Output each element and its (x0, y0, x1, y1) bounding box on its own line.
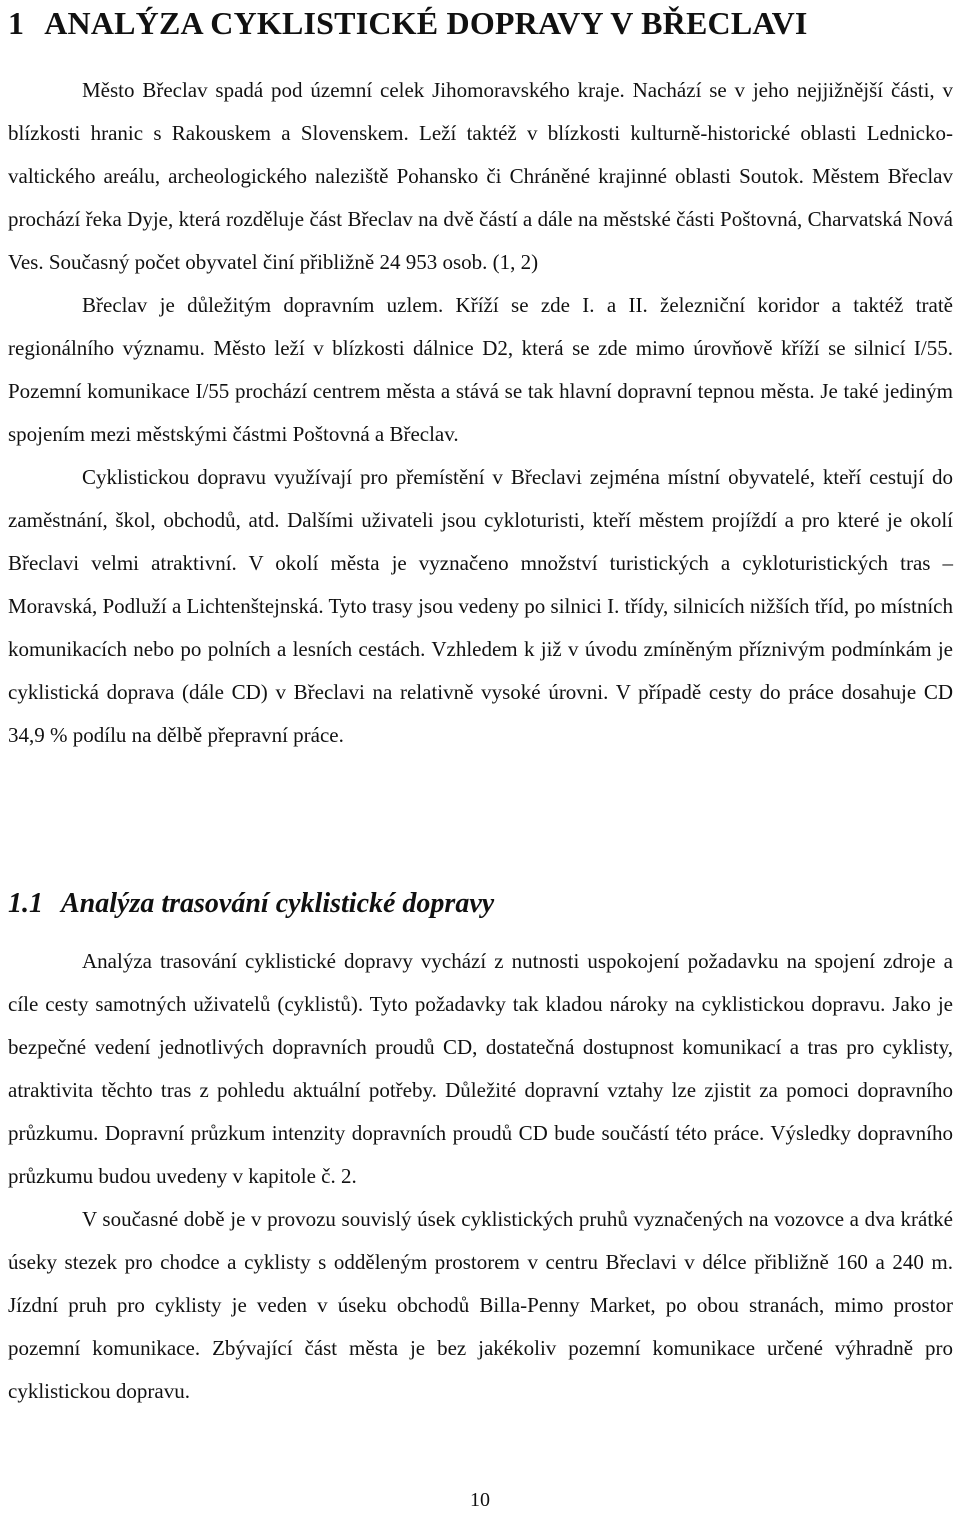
paragraph: Město Břeclav spadá pod územní celek Jihomoravského kraje. Nachází se v jeho nejjižnější části, v blízkosti hranic s Rakouskem a Slovenskem. Leží taktéž v blízkosti kulturně-historické oblasti Lednicko-valtického areálu, archeologického naleziště Pohansko či Chráněné krajinné oblasti Soutok. Městem Břeclav prochází řeka Dyje, která rozděluje část Břeclav na dvě částí a dále na městské části Poštovná, Charvatská Nová Ves. Současný počet obyvatel činí přibližně 24 953 osob. (1, 2) (8, 78, 953, 274)
chapter-heading (8, 4, 808, 42)
page-number: 10 (470, 1489, 490, 1511)
paragraph: Cyklistickou dopravu využívají pro přemístění v Břeclavi zejména místní obyvatelé, kteří cestují do zaměstnání, škol, obchodů, atd. Dalšími uživateli jsou cykloturisti, kteří městem projíždí a pro které je okolí Břeclavi velmi atraktivní. V okolí města je vyznačeno množství turistických a cykloturistických tras – Moravská, Podluží a Lichtenštejnská. Tyto trasy jsou vedeny po silnici I. třídy, silnicích nižších tříd, po místních komunikacích nebo po polních a lesních cestách. Vzhledem k již v úvodu zmíněným příznivým podmínkám je cyklistická doprava (dále CD) v Břeclavi na relativně vysoké úrovni. V případě cesty do práce dosahuje CD 34,9 % podílu na dělbě přepravní práce. (8, 465, 953, 747)
paragraph: Břeclav je důležitým dopravním uzlem. Kříží se zde I. a II. železniční koridor a taktéž tratě regionálního významu. Město leží v blízkosti dálnice D2, která se zde mimo úrovňově kříží se silnicí I/55. Pozemní komunikace I/55 prochází centrem města a stává se tak hlavní dopravní tepnou města. Je také jediným spojením mezi městskými částmi Poštovná a Břeclav. (8, 293, 953, 446)
section-heading (8, 884, 494, 924)
chapter-number: 1 (8, 5, 25, 41)
chapter-title: ANALÝZA CYKLISTICKÉ DOPRAVY V BŘECLAVI (44, 5, 808, 41)
chapter-body (8, 69, 953, 757)
section-body (8, 940, 953, 1413)
paragraph: Analýza trasování cyklistické dopravy vychází z nutnosti uspokojení požadavku na spojení zdroje a cíle cesty samotných uživatelů (cyklistů). Tyto požadavky tak kladou nároky na cyklistickou dopravu. Jako je bezpečné vedení jednotlivých dopravních proudů CD, dostatečná dostupnost komunikací a tras pro cyklisty, atraktivita těchto tras z pohledu aktuální potřeby. Důležité dopravní vztahy lze zjistit za pomoci dopravního průzkumu. Dopravní průzkum intenzity dopravních proudů CD bude součástí této práce. Výsledky dopravního průzkumu budou uvedeny v kapitole č. 2. (8, 949, 953, 1188)
section-number: 1.1 (8, 888, 43, 919)
section-title: Analýza trasování cyklistické dopravy (61, 888, 495, 919)
paragraph: V současné době je v provozu souvislý úsek cyklistických pruhů vyznačených na vozovce a dva krátké úseky stezek pro chodce a cyklisty s odděleným prostorem v centru Břeclavi v délce přibližně 160 a 240 m. Jízdní pruh pro cyklisty je veden v úseku obchodů Billa-Penny Market, po obou stranách, mimo prostor pozemní komunikace. Zbývající část města je bez jakékoliv pozemní komunikace určené výhradně pro cyklistickou dopravu. (8, 1207, 953, 1403)
